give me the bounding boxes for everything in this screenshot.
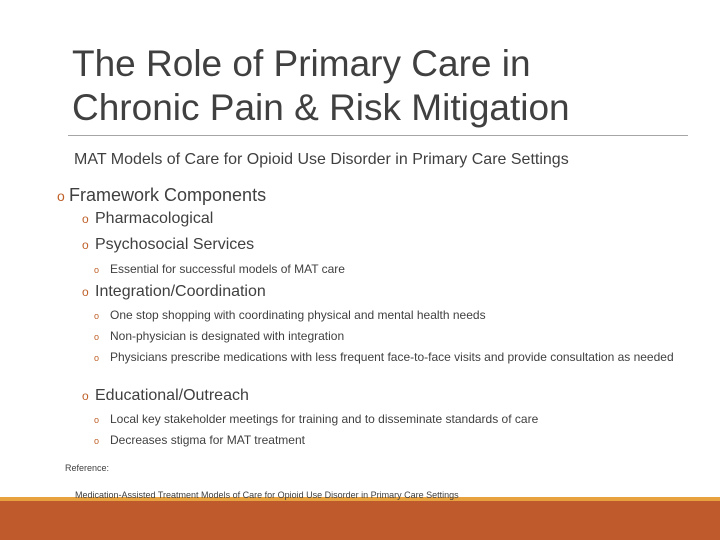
bullet-non-physician xyxy=(94,328,344,345)
bullet-pharmacological xyxy=(82,209,213,229)
bullet-essential-mat xyxy=(94,261,345,278)
bullet-text: Non-physician is designated with integration xyxy=(110,329,345,343)
bullet-text: Framework Components xyxy=(69,185,267,205)
bullet-one-stop-shopping xyxy=(94,307,486,324)
bullet-text: Essential for successful models of MAT care xyxy=(110,262,345,276)
title-line-1: The Role of Primary Care in xyxy=(72,43,531,84)
reference-link[interactable]: Medication-Assisted Treatment Models of Care for Opioid Use Disorder in Primary Care Settings xyxy=(75,490,459,500)
bullet-marker-icon: o xyxy=(94,353,100,363)
bullet-text: Pharmacological xyxy=(95,210,214,227)
slide-subtitle: MAT Models of Care for Opioid Use Disorder in Primary Care Settings xyxy=(74,151,569,168)
bullet-marker-icon: o xyxy=(94,332,100,342)
bullet-marker-icon: o xyxy=(82,212,89,226)
bullet-decreases-stigma xyxy=(94,432,305,449)
bullet-framework-components xyxy=(57,184,266,207)
bullet-text: One stop shopping with coordinating physical and mental health needs xyxy=(110,308,486,322)
bullet-marker-icon: o xyxy=(82,389,89,403)
bullet-text: Educational/Outreach xyxy=(95,387,249,404)
bullet-text: Local key stakeholder meetings for training and to disseminate standards of care xyxy=(110,412,539,426)
bullet-text: Psychosocial Services xyxy=(95,236,255,253)
bullet-integration-coordination xyxy=(82,282,266,302)
bullet-marker-icon: o xyxy=(57,188,65,204)
bullet-marker-icon: o xyxy=(82,285,89,299)
bullet-psychosocial-services xyxy=(82,235,254,255)
bullet-text: Physicians prescribe medications with less frequent face-to-face visits and provide consultation as needed xyxy=(110,350,674,364)
bullet-marker-icon: o xyxy=(94,436,100,446)
bullet-marker-icon: o xyxy=(94,265,100,275)
bullet-physicians-prescribe xyxy=(94,349,680,366)
bullet-educational-outreach xyxy=(82,386,249,406)
bullet-marker-icon: o xyxy=(94,415,100,425)
reference-label: Reference: xyxy=(65,463,110,473)
bullet-local-stakeholder xyxy=(94,411,538,428)
bullet-marker-icon: o xyxy=(82,238,89,252)
bullet-marker-icon: o xyxy=(94,311,100,321)
footer-bar xyxy=(0,501,720,540)
title-line-2: Chronic Pain & Risk Mitigation xyxy=(72,87,570,128)
bullet-text: Decreases stigma for MAT treatment xyxy=(110,433,305,447)
bullet-text: Integration/Coordination xyxy=(95,283,266,300)
